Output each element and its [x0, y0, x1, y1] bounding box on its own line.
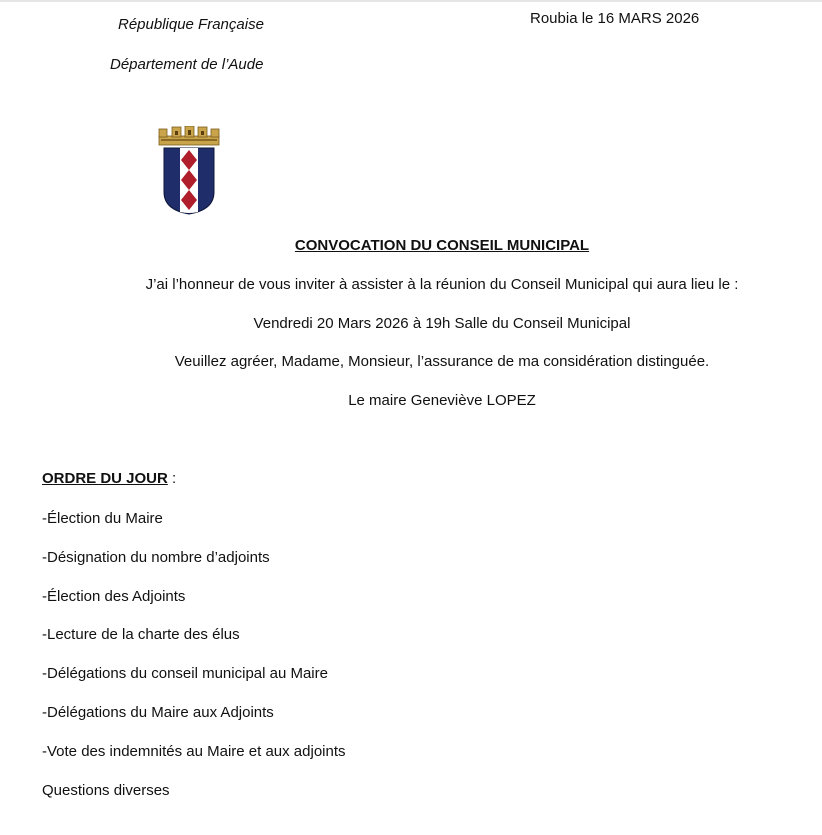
- coat-of-arms-icon: [156, 126, 222, 216]
- agenda-item: -Vote des indemnités au Maire et aux adjoints: [42, 742, 346, 760]
- top-divider: [0, 0, 822, 2]
- convocation-title: CONVOCATION DU CONSEIL MUNICIPAL: [294, 237, 590, 254]
- agenda-heading-label: ORDRE DU JOUR: [42, 470, 168, 487]
- mayor-signature: Le maire Geneviève LOPEZ: [348, 392, 536, 409]
- invitation-text: J’ai l’honneur de vous inviter à assister à la réunion du Conseil Municipal qui aura lieu le :: [145, 276, 739, 293]
- republic-line: République Française: [118, 16, 264, 33]
- agenda-heading-colon: :: [167, 470, 177, 487]
- agenda-item: -Élection du Maire: [42, 510, 163, 527]
- meeting-details: Vendredi 20 Mars 2026 à 19h Salle du Conseil Municipal: [253, 315, 631, 332]
- agenda-item: -Élection des Adjoints: [42, 587, 186, 605]
- closing-formula: Veuillez agréer, Madame, Monsieur, l’assurance de ma considération distinguée.: [174, 353, 710, 370]
- agenda-item: Questions diverses: [42, 781, 170, 799]
- agenda-item: -Délégations du Maire aux Adjoints: [42, 703, 274, 721]
- agenda-item: -Délégations du conseil municipal au Maire: [42, 665, 328, 683]
- agenda-heading: [42, 470, 176, 487]
- agenda-list: [42, 509, 346, 819]
- date-line: Roubia le 16 MARS 2026: [530, 10, 700, 27]
- agenda-item: -Lecture de la charte des élus: [42, 626, 240, 644]
- department-line: Département de l’Aude: [110, 56, 264, 73]
- mural-crown: [159, 126, 219, 145]
- agenda-item: -Désignation du nombre d’adjoints: [42, 548, 270, 566]
